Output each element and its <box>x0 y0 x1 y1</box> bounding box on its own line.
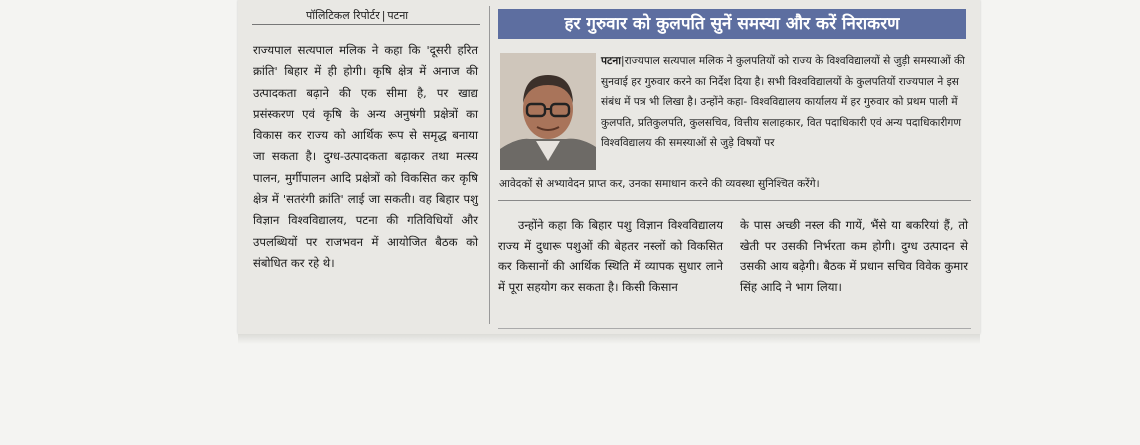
continuation-column-2: के पास अच्छी नस्ल की गायें, भैंसे या बकरियां हैं, तो खेती पर उसकी निर्भरता कम होगी। दुग्ध उत्पादन से उसकी आय बढ़ेगी। बैठक में प्रधान सचिव विवेक कुमार सिंह आदि ने भाग लिया। <box>740 218 968 294</box>
byline-city: पटना <box>387 9 409 22</box>
byline-separator: | <box>381 9 386 22</box>
side-story-headline: हर गुरुवार को कुलपति सुनें समस्या और करें निराकरण <box>498 9 966 39</box>
portrait-image <box>500 53 596 170</box>
side-story-last-line: आवेदकों से अभ्यावेदन प्राप्त कर, उनका समाधान करने की व्यवस्था सुनिश्चित करेंगे। <box>499 178 820 190</box>
byline-rule <box>252 24 480 25</box>
bottom-rule <box>498 328 971 329</box>
dateline: पटना <box>601 55 621 67</box>
side-story-lead <box>601 51 971 154</box>
clipping-edge <box>238 334 980 344</box>
continuation-text-1: उन्होंने कहा कि बिहार पशु विज्ञान विश्वविद्यालय राज्य में दुधारू पशुओं की बेहतर नस्लों को विकसित कर किसानों की आर्थिक स्थिति में व्यापक सुधार लाने में पूरा सहयोग कर सकता है। किसी किसान <box>498 218 723 294</box>
reporter-name: पॉलिटिकल रिपोर्टर <box>306 9 380 22</box>
main-article-column: राज्यपाल सत्यपाल मलिक ने कहा कि 'दूसरी हरित क्रांति' बिहार में ही होगी। कृषि क्षेत्र में अनाज की उत्पादकता बढ़ाने की एक सीमा है, पर खाद्य प्रसंस्करण एवं कृषि के अन्य अनुषंगी प्रक्षेत्रों का विकास कर राज्य को आर्थिक रूप से समृद्ध बनाया जा सकता है। दुग्ध-उत्पादकता बढ़ाकर तथा मत्स्य पालन, मुर्गीपालन आदि प्रक्षेत्रों को विकसित कर कृषि क्षेत्र में 'सतरंगी क्रांति' लाई जा सकती। वह बिहार पशु विज्ञान विश्वविद्यालय, पटना की गतिविधियों और उपलब्धियों पर राजभवन में आयोजित बैठक को संबोधित कर रहे थे। <box>253 43 478 270</box>
section-rule <box>498 200 971 201</box>
side-story-text: राज्यपाल सत्यपाल मलिक ने कुलपतियों को राज्य के विश्वविद्यालयों से जुड़ी समस्याओं की सुनवाई हर गुरुवार करने का निर्देश दिया है। सभी विश्वविद्यालयों के कुलपतियों राज्यपाल ने इस संबंध में पत्र भी लिखा है। उन्होंने कहा- विश्वविद्यालय कार्यालय में हर गुरुवार को प्रथम पाली में कुलपति, प्रतिकुलपति, कुलसचिव, वित्तीय सलाहकार, वित पदाधिकारी एवं अन्य पदाधिकारीगण विश्वविद्यालय की समस्याओं से जुड़े विषयों पर <box>601 55 965 149</box>
byline <box>306 8 408 23</box>
dateline-separator: | <box>620 55 625 67</box>
continuation-column-1 <box>498 215 723 297</box>
governor-photo <box>500 53 596 170</box>
column-divider <box>489 6 490 324</box>
